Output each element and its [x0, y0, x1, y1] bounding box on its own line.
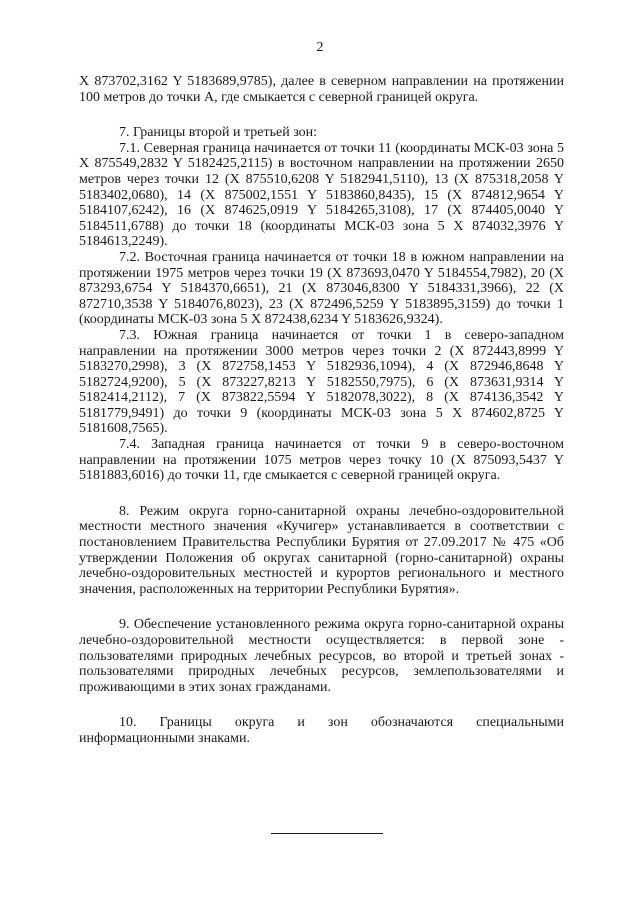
paragraph-10: 10. Границы округа и зон обозначаются специальными информационными знаками.: [79, 715, 564, 746]
end-of-document-rule: [271, 833, 383, 834]
paragraph-7-3: 7.3. Южная граница начинается от точки 1 в северо-западном направлении на протяжении 3000 метров через точки 2 (X 872443,8999 Y 5183270,2998), 3 (X 872758,1453 Y 5182936,1094), 4 (X 872946,8648 Y 5182724,9200), 5 (X 873227,8213 Y 5182550,7975), 6 (X 873631,9314 Y 5182414,2112), 7 (X 873822,5594 Y 5182078,3022), 8 (X 874136,3542 Y 5181779,9491) до точки 9 (координаты МСК-03 зона 5 X 874602,8725 Y 5181608,7565).: [79, 327, 564, 437]
paragraph-7-4: 7.4. Западная граница начинается от точки 9 в северо-восточном направлении на протяжении 1075 метров через точку 10 (X 875093,5437 Y 5181883,6016) до точки 11, где смыкается с северной границей округа.: [79, 437, 564, 484]
document-body: [79, 74, 564, 747]
paragraph-7-1: 7.1. Северная граница начинается от точки 11 (координаты МСК-03 зона 5 X 875549,2832 Y 5182425,2115) в восточном направлении на протяжении 2650 метров через точки 12 (X 875510,6208 Y 5182941,5110), 13 (X 875318,2058 Y 5183402,0680), 14 (X 875002,1551 Y 5183860,8435), 15 (X 874812,9654 Y 5184107,6242), 16 (X 874625,0919 Y 5184265,3108), 17 (X 874405,0040 Y 5184511,6788) до точки 18 (координаты МСК-03 зона 5 X 874032,3976 Y 5184613,2249).: [79, 140, 564, 250]
paragraph-7-2: 7.2. Восточная граница начинается от точки 18 в южном направлении на протяжении 1975 метров через точки 19 (X 873693,0470 Y 5184554,7982), 20 (X 873293,6754 Y 5184370,6651), 21 (X 873046,8300 Y 5184331,3966), 22 (X 872710,3538 Y 5184076,8023), 23 (X 872496,5259 Y 5183895,3159) до точки 1 (координаты МСК-03 зона 5 X 872438,6234 Y 5183626,9324).: [79, 249, 564, 328]
paragraph-continuation: X 873702,3162 Y 5183689,9785), далее в северном направлении на протяжении 100 метров до точки А, где смыкается с северной границей округа.: [79, 74, 564, 105]
paragraph-8: 8. Режим округа горно-санитарной охраны лечебно-оздоровительной местности местного значения «Кучигер» устанавливается в соответствии с постановлением Правительства Республики Бурятия от 27.09.2017 № 475 «Об утверждении Положения об округах санитарной (горно-санитарной) охраны лечебно-оздоровительных местностей и курортов регионального и местного значения, расположенных на территории Республики Бурятия».: [79, 503, 564, 597]
paragraph-9: 9. Обеспечение установленного режима округа горно-санитарной охраны лечебно-оздоровительной местности осуществляется: в первой зоне - пользователями природных лечебных ресурсов, во второй и третьей зонах - пользователями природных лечебных ресурсов, землепользователями и проживающими в этих зонах гражданами.: [79, 617, 564, 695]
page-number: 2: [316, 40, 324, 55]
paragraph-7-heading: 7. Границы второй и третьей зон:: [119, 125, 318, 141]
